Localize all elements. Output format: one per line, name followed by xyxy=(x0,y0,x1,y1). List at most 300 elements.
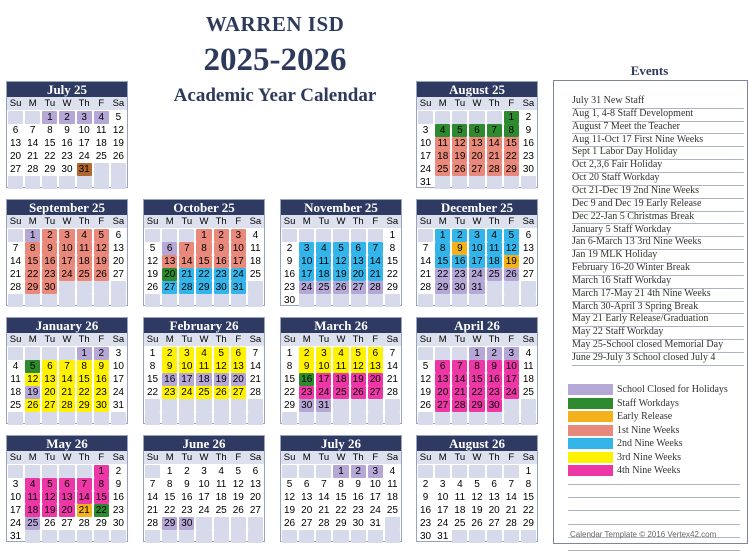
weekday-label: Sa xyxy=(386,452,399,463)
day-cell: 16 xyxy=(452,255,467,268)
day-cell: 15 xyxy=(522,492,534,503)
day-cell: 8 xyxy=(525,479,532,490)
day-cell: 10 xyxy=(112,361,124,372)
day-cell: 7 xyxy=(321,479,327,490)
empty-cell xyxy=(504,281,519,294)
weekday-label: M xyxy=(438,216,447,227)
day-cell: 29 xyxy=(522,518,534,529)
month-title: March 26 xyxy=(281,318,401,333)
day-cell: 22 xyxy=(435,268,450,281)
empty-cell xyxy=(25,176,40,189)
day-cell: 31 xyxy=(420,177,432,188)
day-cell: 12 xyxy=(214,360,229,373)
day-cell: 22 xyxy=(25,268,40,281)
day-cell: 14 xyxy=(386,361,398,372)
empty-cell xyxy=(59,530,74,543)
day-cell: 27 xyxy=(488,518,500,529)
day-cell: 17 xyxy=(469,255,484,268)
empty-cell xyxy=(25,412,40,425)
weekday-label: M xyxy=(438,334,447,345)
day-cell: 4 xyxy=(487,229,502,242)
day-cell: 17 xyxy=(316,373,331,386)
day-cell: 10 xyxy=(420,138,432,149)
day-cell: 24 xyxy=(437,518,449,529)
event-item: January 5 Staff Workday xyxy=(572,224,744,238)
day-cell: 12 xyxy=(232,479,244,490)
day-cell: 30 xyxy=(284,295,296,306)
empty-cell xyxy=(94,176,109,189)
empty-cell xyxy=(299,412,314,425)
day-cell: 1 xyxy=(42,111,57,124)
empty-cell xyxy=(42,176,57,189)
day-cell: 21 xyxy=(386,374,398,385)
day-cell: 9 xyxy=(452,242,467,255)
empty-cell xyxy=(452,412,467,425)
day-cell: 6 xyxy=(252,466,259,477)
month-calendar xyxy=(416,317,538,424)
empty-cell xyxy=(418,229,433,242)
day-cell: 6 xyxy=(59,478,74,491)
day-cell: 15 xyxy=(386,256,398,267)
weekday-label: Th xyxy=(78,452,90,463)
day-cell: 7 xyxy=(508,479,515,490)
empty-cell xyxy=(111,163,126,176)
day-cell: 26 xyxy=(44,518,56,529)
day-cell: 5 xyxy=(333,242,348,255)
empty-cell xyxy=(504,176,519,189)
empty-cell xyxy=(435,111,450,124)
weekday-label: Su xyxy=(146,216,159,227)
event-item: Jan 6-March 13 3rd Nine Weeks xyxy=(572,236,744,250)
day-cell: 11 xyxy=(196,360,211,373)
day-cell: 8 xyxy=(166,479,173,490)
empty-cell xyxy=(77,294,92,307)
weekday-label: W xyxy=(336,216,346,227)
day-cell: 3 xyxy=(316,347,331,360)
day-cell: 30 xyxy=(112,518,124,529)
day-cell: 8 xyxy=(47,125,53,136)
empty-cell xyxy=(418,412,433,425)
day-cell: 10 xyxy=(198,479,210,490)
empty-cell xyxy=(59,176,74,189)
empty-cell xyxy=(452,347,467,360)
day-cell: 15 xyxy=(94,491,109,504)
day-cell: 27 xyxy=(522,269,534,280)
day-cell: 17 xyxy=(59,255,74,268)
day-cell: 2 xyxy=(214,229,229,242)
empty-cell xyxy=(452,465,467,478)
day-cell: 17 xyxy=(369,492,381,503)
day-cell: 30 xyxy=(352,518,364,529)
empty-cell xyxy=(418,294,433,307)
empty-cell xyxy=(59,294,74,307)
day-cell: 9 xyxy=(64,125,70,136)
district-name: WARREN ISD xyxy=(205,12,345,36)
event-item: May 22 Staff Workday xyxy=(572,326,744,340)
day-cell: 24 xyxy=(316,386,331,399)
day-cell: 11 xyxy=(316,255,331,268)
day-cell: 3 xyxy=(231,229,246,242)
day-cell: 29 xyxy=(196,281,211,294)
empty-cell xyxy=(25,465,40,478)
day-cell: 25 xyxy=(333,386,348,399)
month-title: May 26 xyxy=(7,436,127,451)
empty-cell xyxy=(231,399,246,412)
day-cell: 18 xyxy=(25,504,40,517)
empty-cell xyxy=(94,163,109,176)
weekday-header xyxy=(7,97,127,110)
day-grid xyxy=(417,110,537,189)
day-cell: 23 xyxy=(420,518,432,529)
day-cell: 5 xyxy=(214,347,229,360)
day-cell: 23 xyxy=(352,505,364,516)
empty-cell xyxy=(385,530,400,543)
day-cell: 7 xyxy=(149,479,156,490)
weekday-label: Sa xyxy=(112,98,125,109)
empty-cell xyxy=(42,465,57,478)
day-grid xyxy=(7,346,127,425)
month-title: February 26 xyxy=(144,318,264,333)
day-cell: 6 xyxy=(525,230,532,241)
empty-cell xyxy=(77,176,92,189)
day-cell: 7 xyxy=(12,243,19,254)
day-grid xyxy=(417,346,537,425)
day-cell: 4 xyxy=(94,111,109,124)
empty-cell xyxy=(368,530,383,543)
weekday-label: Th xyxy=(488,334,500,345)
legend-swatch xyxy=(568,411,613,422)
empty-cell xyxy=(42,412,57,425)
weekday-label: Th xyxy=(488,216,500,227)
empty-cell xyxy=(504,412,519,425)
empty-cell xyxy=(231,294,246,307)
day-cell: 3 xyxy=(504,347,519,360)
month-title: June 26 xyxy=(144,436,264,451)
empty-cell xyxy=(145,229,160,242)
empty-cell xyxy=(452,530,467,543)
weekday-label: M xyxy=(438,98,447,109)
empty-cell xyxy=(214,399,229,412)
month-title: September 25 xyxy=(7,200,127,215)
day-cell: 19 xyxy=(333,268,348,281)
day-cell: 15 xyxy=(435,255,450,268)
day-cell: 5 xyxy=(42,478,57,491)
empty-cell xyxy=(299,294,314,307)
day-cell: 26 xyxy=(232,505,244,516)
day-cell: 24 xyxy=(504,386,519,399)
weekday-label: Th xyxy=(78,98,90,109)
empty-cell xyxy=(162,412,177,425)
day-cell: 24 xyxy=(231,268,246,281)
day-cell: 13 xyxy=(59,491,74,504)
day-cell: 22 xyxy=(335,505,347,516)
empty-cell xyxy=(248,517,263,530)
day-cell: 5 xyxy=(235,466,242,477)
day-cell: 19 xyxy=(25,386,40,399)
day-cell: 28 xyxy=(452,399,467,412)
day-cell: 11 xyxy=(523,361,534,372)
day-cell: 23 xyxy=(112,505,124,516)
day-cell: 25 xyxy=(95,151,107,162)
day-cell: 12 xyxy=(471,492,483,503)
empty-cell xyxy=(487,294,502,307)
day-cell: 6 xyxy=(115,230,122,241)
weekday-label: W xyxy=(199,216,209,227)
empty-cell xyxy=(179,294,194,307)
weekday-header xyxy=(144,451,264,464)
day-cell: 12 xyxy=(333,255,348,268)
event-item: March 17-May 21 4th Nine Weeks xyxy=(572,288,744,302)
weekday-label: Tu xyxy=(44,452,56,463)
day-cell: 16 xyxy=(181,492,193,503)
empty-cell xyxy=(469,530,484,543)
weekday-label: Tu xyxy=(454,334,466,345)
empty-cell xyxy=(282,412,297,425)
day-cell: 4 xyxy=(252,230,259,241)
empty-cell xyxy=(435,176,450,189)
empty-cell xyxy=(333,399,348,412)
day-cell: 10 xyxy=(10,492,22,503)
weekday-label: Su xyxy=(419,98,432,109)
empty-cell xyxy=(452,176,467,189)
day-cell: 4 xyxy=(12,361,19,372)
weekday-label: Tu xyxy=(454,216,466,227)
day-cell: 29 xyxy=(435,281,450,294)
day-cell: 6 xyxy=(491,479,497,490)
event-item: Oct 20 Staff Workday xyxy=(572,172,744,186)
day-cell: 14 xyxy=(487,137,502,150)
weekday-label: Th xyxy=(215,216,227,227)
day-cell: 19 xyxy=(284,505,296,516)
day-cell: 12 xyxy=(25,373,40,386)
day-cell: 27 xyxy=(112,269,124,280)
empty-cell xyxy=(435,465,450,478)
month-title: January 26 xyxy=(7,318,127,333)
event-item: March 30-April 3 Spring Break xyxy=(572,301,744,315)
day-cell: 4 xyxy=(435,124,450,137)
legend-swatch xyxy=(568,384,613,395)
weekday-label: F xyxy=(98,98,105,109)
day-cell: 30 xyxy=(420,531,432,542)
day-cell: 14 xyxy=(147,492,159,503)
day-cell: 26 xyxy=(284,518,296,529)
weekday-label: W xyxy=(62,216,72,227)
day-cell: 11 xyxy=(333,360,348,373)
day-cell: 2 xyxy=(162,347,177,360)
empty-cell xyxy=(435,412,450,425)
day-cell: 27 xyxy=(301,518,313,529)
blank-line xyxy=(568,524,740,525)
day-cell: 11 xyxy=(10,374,21,385)
weekday-label: F xyxy=(98,334,105,345)
day-cell: 5 xyxy=(351,347,366,360)
day-cell: 27 xyxy=(249,505,261,516)
day-cell: 25 xyxy=(77,268,92,281)
day-cell: 24 xyxy=(112,387,124,398)
day-cell: 17 xyxy=(179,373,194,386)
day-cell: 4 xyxy=(77,229,92,242)
day-cell: 12 xyxy=(504,242,519,255)
weekday-label: M xyxy=(302,452,311,463)
day-cell: 28 xyxy=(179,281,194,294)
day-cell: 14 xyxy=(368,255,383,268)
day-cell: 23 xyxy=(452,268,467,281)
weekday-label: F xyxy=(98,216,105,227)
day-cell: 13 xyxy=(112,243,124,254)
day-cell: 15 xyxy=(335,492,347,503)
day-cell: 14 xyxy=(59,373,74,386)
day-cell: 16 xyxy=(112,492,124,503)
day-cell: 18 xyxy=(435,150,450,163)
weekday-label: W xyxy=(472,334,482,345)
day-cell: 2 xyxy=(299,347,314,360)
month-calendar xyxy=(280,317,402,424)
day-cell: 31 xyxy=(316,399,331,412)
day-grid xyxy=(7,110,127,189)
day-grid xyxy=(281,464,401,543)
weekday-label: Su xyxy=(283,216,296,227)
day-cell: 22 xyxy=(44,151,56,162)
day-cell: 20 xyxy=(10,151,22,162)
day-cell: 24 xyxy=(420,164,432,175)
day-cell: 19 xyxy=(420,387,432,398)
day-cell: 18 xyxy=(454,505,466,516)
day-cell: 13 xyxy=(249,479,261,490)
day-cell: 10 xyxy=(316,360,331,373)
day-cell: 26 xyxy=(333,281,348,294)
day-cell: 7 xyxy=(59,360,74,373)
day-cell: 28 xyxy=(487,163,502,176)
empty-cell xyxy=(469,176,484,189)
day-cell: 20 xyxy=(301,505,313,516)
day-cell: 22 xyxy=(522,505,534,516)
day-cell: 18 xyxy=(333,373,348,386)
day-cell: 30 xyxy=(214,281,229,294)
empty-cell xyxy=(25,294,40,307)
day-cell: 20 xyxy=(249,492,261,503)
weekday-label: Su xyxy=(283,334,296,345)
weekday-label: Tu xyxy=(318,216,330,227)
month-calendar xyxy=(416,81,538,188)
day-cell: 30 xyxy=(179,517,194,530)
day-cell: 6 xyxy=(162,242,177,255)
empty-cell xyxy=(59,412,74,425)
day-cell: 25 xyxy=(522,387,534,398)
day-cell: 16 xyxy=(299,373,314,386)
day-cell: 6 xyxy=(231,347,246,360)
school-years: 2025-2026 xyxy=(203,42,347,78)
day-cell: 3 xyxy=(422,125,429,136)
empty-cell xyxy=(418,465,433,478)
day-cell: 4 xyxy=(218,466,224,477)
day-cell: 11 xyxy=(387,479,398,490)
empty-cell xyxy=(299,465,314,478)
weekday-label: Su xyxy=(9,216,22,227)
day-cell: 26 xyxy=(25,399,40,412)
legend-label: 2nd Nine Weeks xyxy=(617,438,683,449)
empty-cell xyxy=(231,530,246,543)
day-cell: 1 xyxy=(333,465,348,478)
day-cell: 29 xyxy=(335,518,347,529)
day-cell: 28 xyxy=(368,281,383,294)
day-cell: 1 xyxy=(166,466,173,477)
day-cell: 5 xyxy=(115,112,122,123)
day-cell: 19 xyxy=(351,373,366,386)
day-cell: 30 xyxy=(299,399,314,412)
empty-cell xyxy=(59,347,74,360)
weekday-label: Tu xyxy=(44,334,56,345)
day-cell: 15 xyxy=(504,137,519,150)
day-grid xyxy=(7,228,127,307)
empty-cell xyxy=(8,229,23,242)
empty-cell xyxy=(504,294,519,307)
day-cell: 24 xyxy=(198,505,210,516)
events-title: Events xyxy=(630,63,669,78)
empty-cell xyxy=(333,530,348,543)
day-cell: 15 xyxy=(147,374,159,385)
day-cell: 7 xyxy=(452,360,467,373)
day-cell: 28 xyxy=(10,282,22,293)
weekday-header xyxy=(281,451,401,464)
day-cell: 17 xyxy=(504,373,519,386)
empty-cell xyxy=(385,294,400,307)
empty-cell xyxy=(521,530,536,543)
day-cell: 26 xyxy=(420,400,432,411)
day-cell: 20 xyxy=(231,373,246,386)
day-cell: 30 xyxy=(522,164,534,175)
day-cell: 27 xyxy=(162,281,177,294)
empty-cell xyxy=(94,281,109,294)
empty-cell xyxy=(351,399,366,412)
day-cell: 10 xyxy=(504,360,519,373)
day-cell: 2 xyxy=(94,347,109,360)
empty-cell xyxy=(385,517,400,530)
day-cell: 12 xyxy=(420,374,432,385)
event-item: Dec 22-Jan 5 Christmas Break xyxy=(572,211,744,225)
day-grid xyxy=(144,346,264,425)
day-cell: 3 xyxy=(299,242,314,255)
weekday-label: F xyxy=(372,216,379,227)
weekday-label: M xyxy=(302,334,311,345)
day-cell: 29 xyxy=(386,282,398,293)
day-cell: 1 xyxy=(25,229,40,242)
month-calendar xyxy=(280,435,402,542)
day-cell: 9 xyxy=(487,360,502,373)
day-cell: 13 xyxy=(368,360,383,373)
empty-cell xyxy=(8,465,23,478)
day-cell: 26 xyxy=(504,268,519,281)
day-cell: 7 xyxy=(368,242,383,255)
event-item: March 16 Staff Workday xyxy=(572,275,744,289)
weekday-label: Sa xyxy=(386,216,399,227)
empty-cell xyxy=(385,412,400,425)
weekday-label: Sa xyxy=(522,452,535,463)
day-cell: 14 xyxy=(10,256,22,267)
empty-cell xyxy=(77,281,92,294)
weekday-label: Sa xyxy=(249,216,262,227)
footer-credit: Calendar Template © 2016 Vertex42.com xyxy=(570,530,717,539)
legend-label: 1st Nine Weeks xyxy=(617,424,680,436)
day-cell: 12 xyxy=(351,360,366,373)
weekday-label: M xyxy=(28,216,37,227)
empty-cell xyxy=(162,229,177,242)
day-cell: 24 xyxy=(299,281,314,294)
day-cell: 14 xyxy=(27,138,39,149)
month-title: July 26 xyxy=(281,436,401,451)
day-cell: 6 xyxy=(42,360,57,373)
day-cell: 21 xyxy=(452,386,467,399)
empty-cell xyxy=(8,412,23,425)
